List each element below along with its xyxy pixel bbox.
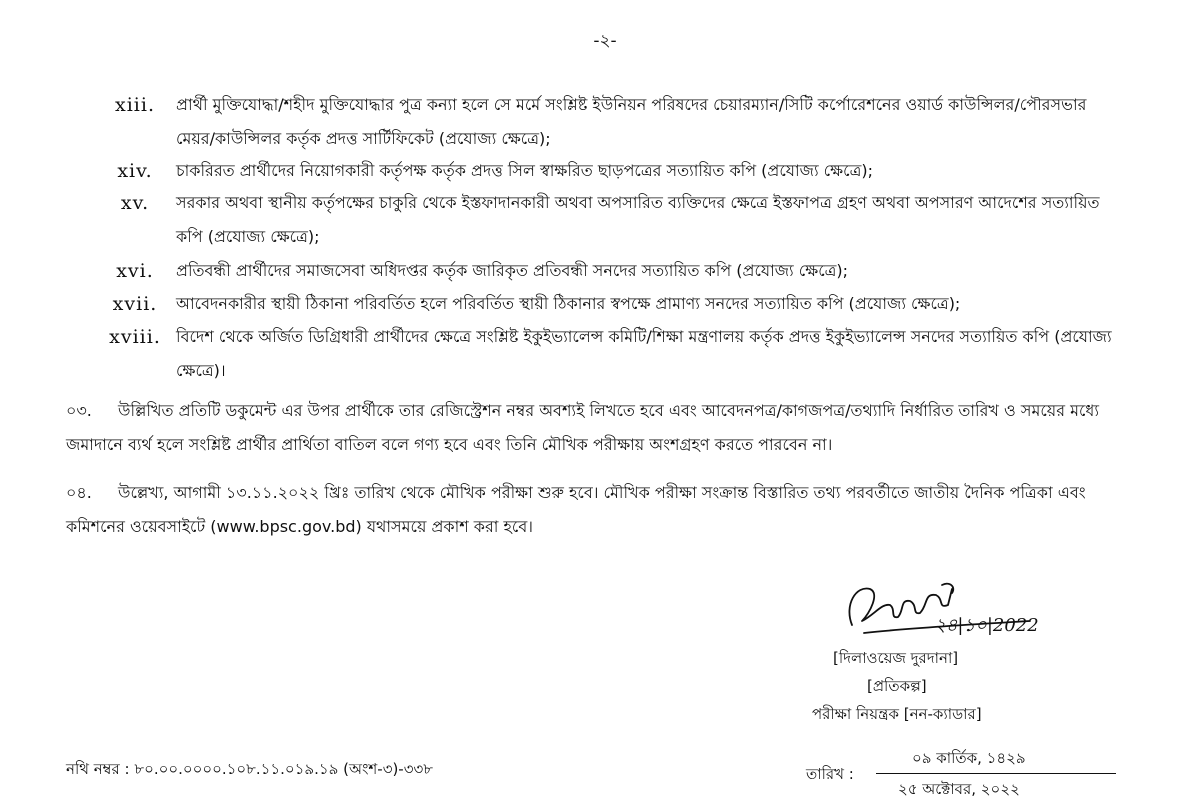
- paragraph-number: ০৩.: [66, 401, 92, 420]
- item-text: প্রার্থী মুক্তিযোদ্ধা/শহীদ মুক্তিযোদ্ধার পুত্র কন্যা হলে সে মর্মে সংশ্লিষ্ট ইউনিয়ন পরিষদের চেয়ারম্যান/সিটি কর্পোরেশনের ওয়ার্ড কাউন্সিলর/পৌরসভার মেয়র/কাউন্সিলর কর্তৃক প্রদত্ত সার্টিফিকেট (প্রযোজ্য ক্ষেত্রে);: [176, 95, 1087, 148]
- item-text: বিদেশ থেকে অর্জিত ডিগ্রিধারী প্রার্থীদের ক্ষেত্রে সংশ্লিষ্ট ইকুইভ্যালেন্স কমিটি/শিক্ষা মন্ত্রণালয় কর্তৃক প্রদত্ত ইকুইভ্যালেন্স সনদের সত্যায়িত কপি (প্রযোজ্য ক্ষেত্রে)।: [176, 327, 1112, 380]
- paragraph-04: [66, 476, 1142, 544]
- list-item-xiii: [100, 88, 1130, 156]
- paragraph-03: [66, 394, 1142, 462]
- list-item-xiv: [100, 154, 1130, 188]
- date-bangla: ০৯ কার্তিক, ১৪২৯: [912, 749, 1026, 767]
- item-numeral: xviii.: [109, 326, 161, 348]
- item-text: সরকার অথবা স্থানীয় কর্তৃপক্ষের চাকুরি থেকে ইস্তফাদানকারী অথবা অপসারিত ব্যক্তিদের ক্ষেত্রে ইস্তফাপত্র গ্রহণ অথবা অপসারণ আদেশের সত্যায়িত কপি (প্রযোজ্য ক্ষেত্রে);: [176, 193, 1100, 246]
- item-text: আবেদনকারীর স্থায়ী ঠিকানা পরিবর্তিত হলে পরিবর্তিত স্থায়ী ঠিকানার স্বপক্ষে প্রামাণ্য সনদের সত্যায়িত কপি (প্রযোজ্য ক্ষেত্রে);: [176, 294, 961, 313]
- paragraph-number: ০৪.: [66, 483, 92, 502]
- signature-date: ২৪|১০|2022: [934, 615, 1039, 636]
- item-numeral: xvi.: [116, 260, 154, 282]
- list-item-xvii: [100, 287, 1130, 321]
- item-numeral: xvii.: [112, 293, 158, 315]
- paragraph-text: উল্লিখিত প্রতিটি ডকুমেন্ট এর উপর প্রার্থীকে তার রেজিস্ট্রেশন নম্বর অবশ্যই লিখতে হবে এবং আবেদনপত্র/কাগজপত্র/তথ্যাদি নির্ধারিত তারিখ ও সময়ের মধ্যে জমাদানে ব্যর্থ হলে সংশ্লিষ্ট প্রার্থীর প্রার্থিতা বাতিল বলে গণ্য হবে এবং তিনি মৌখিক পরীক্ষায় অংশগ্রহণ করতে পারবেন না।: [66, 401, 1099, 454]
- item-numeral: xv.: [120, 192, 150, 214]
- paragraph-text: উল্লেখ্য, আগামী ১৩.১১.২০২২ খ্রিঃ তারিখ থেকে মৌখিক পরীক্ষা শুরু হবে। মৌখিক পরীক্ষা সংক্রান্ত বিস্তারিত তথ্য পরবর্তীতে জাতীয় দৈনিক পত্রিকা এবং কমিশনের ওয়েবসাইটে (www.bpsc.gov.bd) যথাসময়ে প্রকাশ করা হবে।: [66, 483, 1086, 536]
- memo-number: নথি নম্বর : ৮০.০০.০০০০.১০৮.১১.০১৯.১৯ (অংশ-৩)-৩৩৮: [66, 760, 433, 778]
- handwritten-signature: [840, 575, 1060, 645]
- signatory-name: [দিলাওয়েজ দুরদানা]: [833, 649, 959, 667]
- item-text: প্রতিবন্ধী প্রার্থীদের সমাজসেবা অধিদপ্তর কর্তৃক জারিকৃত প্রতিবন্ধী সনদের সত্যায়িত কপি (প্রযোজ্য ক্ষেত্রে);: [176, 261, 849, 280]
- signature-block: [760, 575, 1080, 745]
- item-numeral: xiii.: [115, 94, 155, 116]
- item-text: চাকরিরত প্রার্থীদের নিয়োগকারী কর্তৃপক্ষ কর্তৃক প্রদত্ত সিল স্বাক্ষরিত ছাড়পত্রের সত্যায়িত কপি (প্রযোজ্য ক্ষেত্রে);: [176, 161, 873, 180]
- date-english: ২৫ অক্টোবর, ২০২২: [898, 780, 1020, 798]
- page-number: -২-: [593, 31, 617, 51]
- date-divider: [876, 773, 1116, 774]
- item-numeral: xiv.: [117, 160, 153, 182]
- signatory-designation: [প্রতিকল্প]: [867, 677, 927, 695]
- date-label: তারিখ :: [806, 765, 854, 783]
- list-item-xviii: [100, 320, 1130, 388]
- signatory-office: পরীক্ষা নিয়ন্ত্রক [নন-ক্যাডার]: [812, 705, 982, 723]
- list-item-xv: [100, 186, 1130, 254]
- list-item-xvi: [100, 254, 1130, 288]
